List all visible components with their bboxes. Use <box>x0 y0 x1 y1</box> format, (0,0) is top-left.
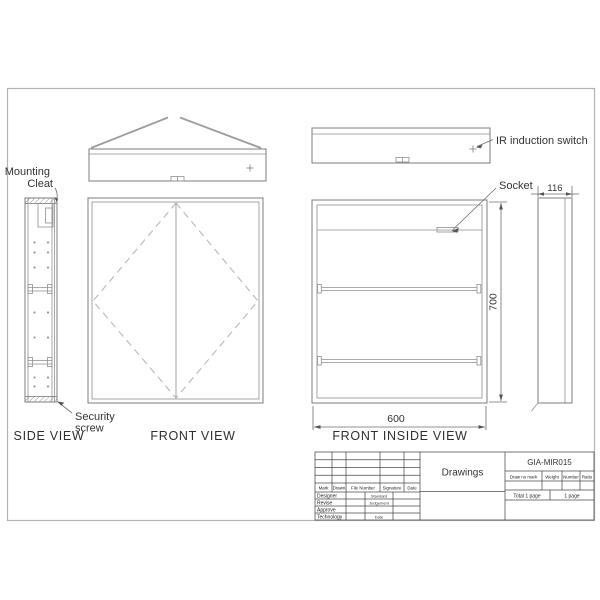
bottom-cap-hatch <box>25 397 57 403</box>
front-inside-view-title: FRONT INSIDE VIEW <box>332 429 468 443</box>
spec-header-ratio: Ratio <box>581 474 593 480</box>
role-designer: Designer <box>317 493 338 500</box>
pages-total: Total 1 page <box>513 493 541 500</box>
drawing-title: Drawings <box>441 467 484 479</box>
side-view <box>5 166 116 443</box>
front-view <box>88 198 263 443</box>
aux-judgement: Judgement <box>369 500 389 506</box>
height-dimension <box>488 202 508 402</box>
role-revise: Revise <box>317 500 333 507</box>
ir-switch-leader <box>477 140 493 147</box>
front-view-title: FRONT VIEW <box>150 429 236 443</box>
front-inside-view <box>312 180 533 443</box>
depth-dimension <box>531 183 579 197</box>
handle <box>396 158 409 163</box>
rev-header-date: Date <box>407 485 417 491</box>
handle <box>171 177 184 182</box>
revision-table <box>315 452 420 521</box>
drawing-code: GIA-MIR015 <box>527 457 572 467</box>
mounting-cleat-part <box>38 204 53 228</box>
door-opening-direction-dashes <box>93 203 258 398</box>
mounting-cleat-leader <box>55 188 57 199</box>
width-dimension-value: 600 <box>387 413 405 425</box>
aux-standard: Standard <box>370 493 388 499</box>
aux-date: Date <box>374 514 384 520</box>
side-profile <box>531 183 579 411</box>
door-swing-line <box>91 118 168 149</box>
rev-header-mark: Mark <box>318 485 329 491</box>
role-technology: Technology <box>317 514 343 521</box>
mounting-cleat-label-line2: Cleat <box>27 178 53 190</box>
spec-table <box>505 458 594 500</box>
shelf <box>318 357 481 366</box>
ir-switch-marker-icon <box>470 146 477 153</box>
width-dimension <box>313 406 486 430</box>
spec-header-weight: Weight <box>545 474 559 480</box>
socket-leader <box>453 188 496 230</box>
profile-tick <box>532 403 539 411</box>
side-view-title: SIDE VIEW <box>13 429 85 443</box>
door-swing-line <box>180 118 261 149</box>
role-approve: Approve <box>317 507 336 514</box>
title-block <box>315 452 594 521</box>
screw-marker-icon <box>247 165 254 172</box>
drawing-title-cell <box>420 468 505 492</box>
top-cap-hatch <box>25 198 57 204</box>
security-screw-label-line2: screw <box>75 422 104 435</box>
security-screw-label-line1: Security <box>75 411 115 423</box>
socket-label: Socket <box>499 180 533 192</box>
shelf <box>318 285 481 294</box>
rev-header-file-number: File Number <box>351 485 375 491</box>
spec-header-number: Number <box>563 474 579 480</box>
depth-dimension-value: 116 <box>547 183 563 194</box>
spec-header-mark: Draw no mark <box>509 474 538 480</box>
shelf-bracket <box>28 358 52 367</box>
shelf-pin-holes <box>33 241 49 387</box>
height-dimension-value: 700 <box>487 293 500 311</box>
top-view-front <box>89 118 266 182</box>
shelf-bracket <box>28 285 52 294</box>
rev-header-signature: Signature <box>382 485 402 491</box>
pages-current: 1 page <box>564 493 580 500</box>
top-view-inside <box>312 128 588 163</box>
mounting-cleat-label-line1: Mounting <box>4 166 50 178</box>
ir-switch-label: IR induction switch <box>496 135 588 147</box>
rev-header-drawn: Drawn <box>332 485 346 491</box>
